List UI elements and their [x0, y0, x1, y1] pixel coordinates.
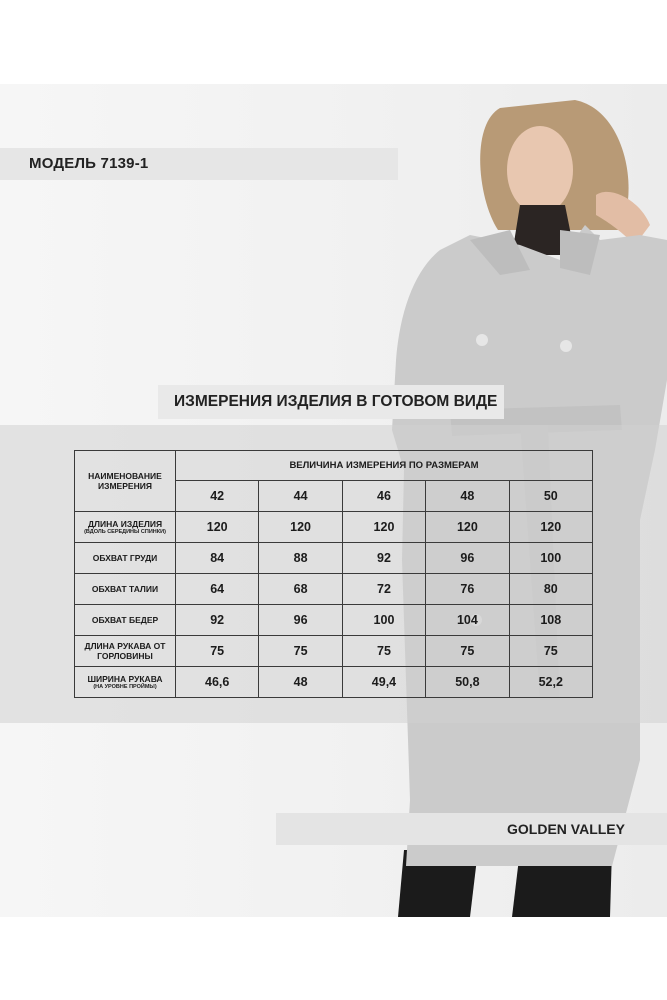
value-cell: 68 — [259, 574, 342, 605]
value-cell: 120 — [426, 512, 509, 543]
value-cell: 100 — [509, 543, 592, 574]
row-sublabel: (ВДОЛЬ СЕРЕДИНЫ СПИНКИ) — [84, 528, 166, 535]
size-cell: 48 — [426, 481, 509, 512]
value-cell: 108 — [509, 605, 592, 636]
value-cell: 48 — [259, 667, 342, 698]
value-cell: 80 — [509, 574, 592, 605]
row-label: ОБХВАТ ГРУДИ — [75, 543, 176, 574]
table-row — [75, 512, 593, 543]
value-cell: 50,8 — [426, 667, 509, 698]
row-label — [75, 667, 176, 698]
value-cell: 104 — [426, 605, 509, 636]
value-cell: 120 — [509, 512, 592, 543]
value-cell: 46,6 — [176, 667, 259, 698]
value-cell: 49,4 — [342, 667, 425, 698]
value-cell: 96 — [426, 543, 509, 574]
size-chart-table — [74, 450, 593, 698]
row-label — [75, 512, 176, 543]
row-label-text: ШИРИНА РУКАВА — [87, 673, 163, 684]
value-cell: 92 — [176, 605, 259, 636]
value-cell: 84 — [176, 543, 259, 574]
table-row — [75, 543, 593, 574]
table-row — [75, 574, 593, 605]
value-cell: 52,2 — [509, 667, 592, 698]
brand-name: GOLDEN VALLEY — [507, 821, 625, 837]
value-cell: 72 — [342, 574, 425, 605]
size-group-label: ВЕЛИЧИНА ИЗМЕРЕНИЯ ПО РАЗМЕРАМ — [176, 451, 593, 481]
value-cell: 120 — [176, 512, 259, 543]
value-cell: 75 — [342, 636, 425, 667]
table-row — [75, 636, 593, 667]
value-cell: 100 — [342, 605, 425, 636]
value-cell: 92 — [342, 543, 425, 574]
value-cell: 120 — [342, 512, 425, 543]
table-header-row — [75, 451, 593, 481]
row-sublabel: (НА УРОВНЕ ПРОЙМЫ) — [93, 683, 157, 690]
size-cell: 44 — [259, 481, 342, 512]
value-cell: 64 — [176, 574, 259, 605]
corner-label: НАИМЕНОВАНИЕ ИЗМЕРЕНИЯ — [75, 451, 176, 512]
value-cell: 75 — [426, 636, 509, 667]
value-cell: 75 — [259, 636, 342, 667]
size-cell: 50 — [509, 481, 592, 512]
value-cell: 96 — [259, 605, 342, 636]
value-cell: 75 — [509, 636, 592, 667]
measurements-heading: ИЗМЕРЕНИЯ ИЗДЕЛИЯ В ГОТОВОМ ВИДЕ — [174, 393, 498, 410]
table-row — [75, 605, 593, 636]
model-title: МОДЕЛЬ 7139-1 — [29, 155, 149, 172]
row-label: ДЛИНА РУКАВА ОТ ГОРЛОВИНЫ — [75, 636, 176, 667]
value-cell: 88 — [259, 543, 342, 574]
row-label: ОБХВАТ ТАЛИИ — [75, 574, 176, 605]
value-cell: 76 — [426, 574, 509, 605]
row-label: ОБХВАТ БЕДЕР — [75, 605, 176, 636]
row-label-text: ДЛИНА ИЗДЕЛИЯ — [87, 518, 163, 529]
value-cell: 120 — [259, 512, 342, 543]
value-cell: 75 — [176, 636, 259, 667]
size-cell: 46 — [342, 481, 425, 512]
size-cell: 42 — [176, 481, 259, 512]
table-row — [75, 667, 593, 698]
